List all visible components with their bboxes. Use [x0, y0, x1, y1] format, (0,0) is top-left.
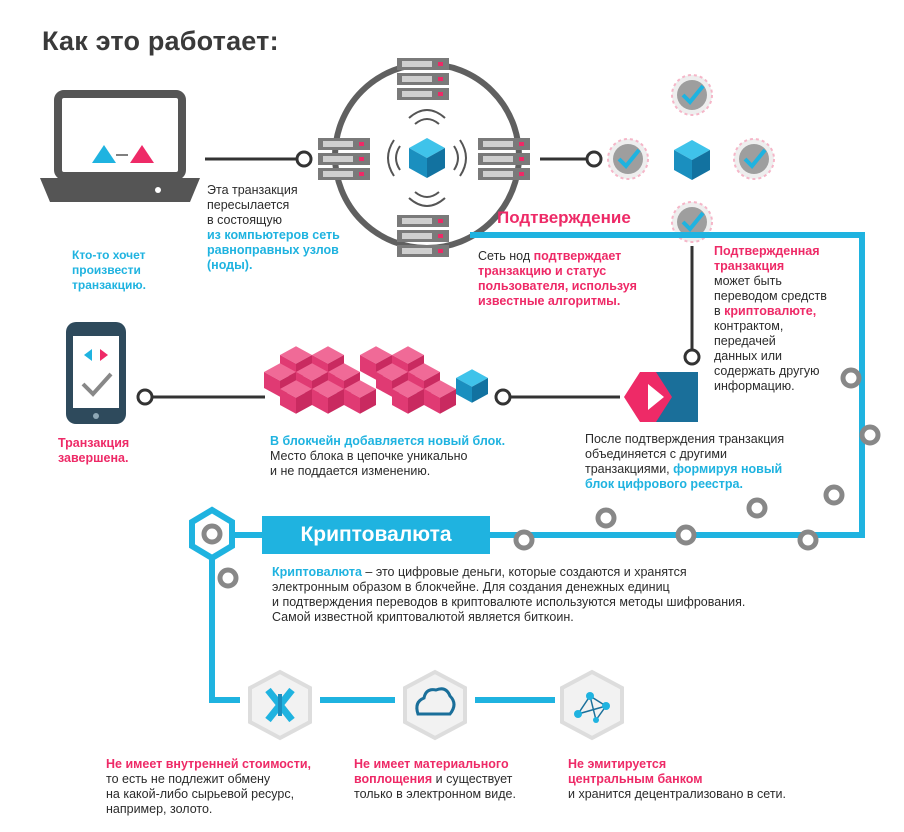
new-blue-block — [456, 369, 488, 403]
step2-text — [207, 183, 377, 273]
server-left-icon — [318, 138, 370, 180]
blockchain-blocks-icon — [264, 346, 488, 414]
confirmed-line: может быть — [714, 274, 782, 288]
connector-node — [587, 152, 601, 166]
feature-text — [568, 757, 848, 802]
feature-highlight: Не эмитируется — [568, 757, 667, 771]
connector-node — [297, 152, 311, 166]
step2-line: пересылается — [207, 198, 290, 212]
confirm-line: известные алгоритмы. — [478, 294, 621, 308]
done-line: завершена. — [58, 451, 129, 465]
connector-node — [685, 350, 699, 364]
confirmed-line: информацию. — [714, 379, 795, 393]
crypto-line: и подтверждения переводов в криптовалюте используются методы шифрования. — [272, 595, 746, 609]
confirmed-highlight: криптовалюте, — [724, 304, 817, 318]
server-right-icon — [478, 138, 530, 180]
step2-tail: (ноды). — [207, 258, 253, 272]
feature-line: то есть не подлежит обмену — [106, 772, 271, 786]
done-line: Транзакция — [58, 436, 130, 450]
feature-line: например, золото. — [106, 802, 213, 816]
confirmed-text — [714, 244, 864, 394]
crypto-part: – это цифровые деньги, которые создаются и хранятся — [361, 565, 687, 579]
feature-highlight: воплощения — [354, 772, 433, 786]
crypto-banner: Криптовалюта — [262, 516, 490, 554]
added-line: и не поддается изменению. — [270, 464, 431, 478]
confirmed-line: транзакция — [714, 259, 785, 273]
phone-icon — [66, 322, 126, 424]
confirmed-part: в — [714, 304, 725, 318]
combine-line: блок цифрового реестра. — [585, 477, 743, 491]
center-block-cube-icon — [409, 138, 445, 178]
step1-caption: Кто-то хочет произвести транзакцию. — [72, 248, 146, 292]
confirmed-line: Подтвержденная — [714, 244, 820, 258]
combine-text — [585, 432, 825, 492]
feature-part: и существует — [432, 772, 513, 786]
crypto-line: электронным образом в блокчейне. Для создания денежных единиц — [272, 580, 670, 594]
server-bottom-icon — [397, 215, 449, 257]
step2-highlight: из компьютеров сеть — [207, 228, 340, 242]
confirmed-line: передачей — [714, 334, 776, 348]
crypto-text — [272, 565, 872, 625]
feature-highlight: центральным банком — [568, 772, 703, 786]
feature-text — [106, 757, 336, 817]
confirm-text-part: Сеть нод — [478, 249, 534, 263]
added-line: В блокчейн добавляется новый блок. — [270, 434, 506, 448]
laptop-icon — [40, 94, 200, 202]
feature-highlight: Не имеет внутренней стоимости, — [106, 757, 311, 771]
confirmed-line: переводом средств — [714, 289, 827, 303]
added-line: Место блока в цепочке уникально — [270, 449, 468, 463]
connector-node — [496, 390, 510, 404]
confirm-line: транзакцию и статус — [478, 264, 607, 278]
page-title: Как это работает: — [42, 26, 279, 56]
combine-part: транзакциями, — [585, 462, 674, 476]
step2-highlight: равноправных узлов — [207, 243, 339, 257]
confirm-text — [478, 249, 678, 309]
crypto-line: Самой известной криптовалютой является биткоин. — [272, 610, 574, 624]
feature-text — [354, 757, 564, 802]
hexagon-node-icon — [192, 510, 232, 558]
step2-line: Эта транзакция — [207, 183, 298, 197]
combine-highlight: формируя новый — [673, 462, 783, 476]
confirmed-line: контрактом, — [714, 319, 784, 333]
confirmed-line: данных или — [714, 349, 783, 363]
feature-highlight: Не имеет материального — [354, 757, 509, 771]
confirm-label: Подтверждение — [497, 208, 631, 227]
confirmed-line: содержать другую — [714, 364, 820, 378]
confirm-line: пользователя, используя — [478, 279, 637, 293]
step2-line: в состоящую — [207, 213, 283, 227]
check-icon — [672, 75, 712, 115]
network-nodes-icon — [562, 672, 622, 738]
cloud-outline-icon — [405, 672, 465, 738]
check-icon — [608, 139, 648, 179]
confirmed-cube-icon — [674, 140, 710, 180]
combine-line: объединяется с другими — [585, 447, 727, 461]
server-top-icon — [397, 58, 449, 100]
feature-line: и хранится децентрализовано в сети. — [568, 787, 786, 801]
added-text — [270, 434, 550, 479]
feature-line: на какой-либо сырьевой ресурс, — [106, 787, 295, 801]
combine-line: После подтверждения транзакция — [585, 432, 785, 446]
done-text — [58, 436, 178, 466]
crypto-highlight: Криптовалюта — [272, 565, 362, 579]
check-icon — [734, 139, 774, 179]
cross-arrows-icon — [250, 672, 310, 738]
connector-node — [138, 390, 152, 404]
feature-line: только в электронном виде. — [354, 787, 516, 801]
confirm-highlight: подтверждает — [533, 249, 622, 263]
combine-block-icon — [624, 372, 698, 422]
